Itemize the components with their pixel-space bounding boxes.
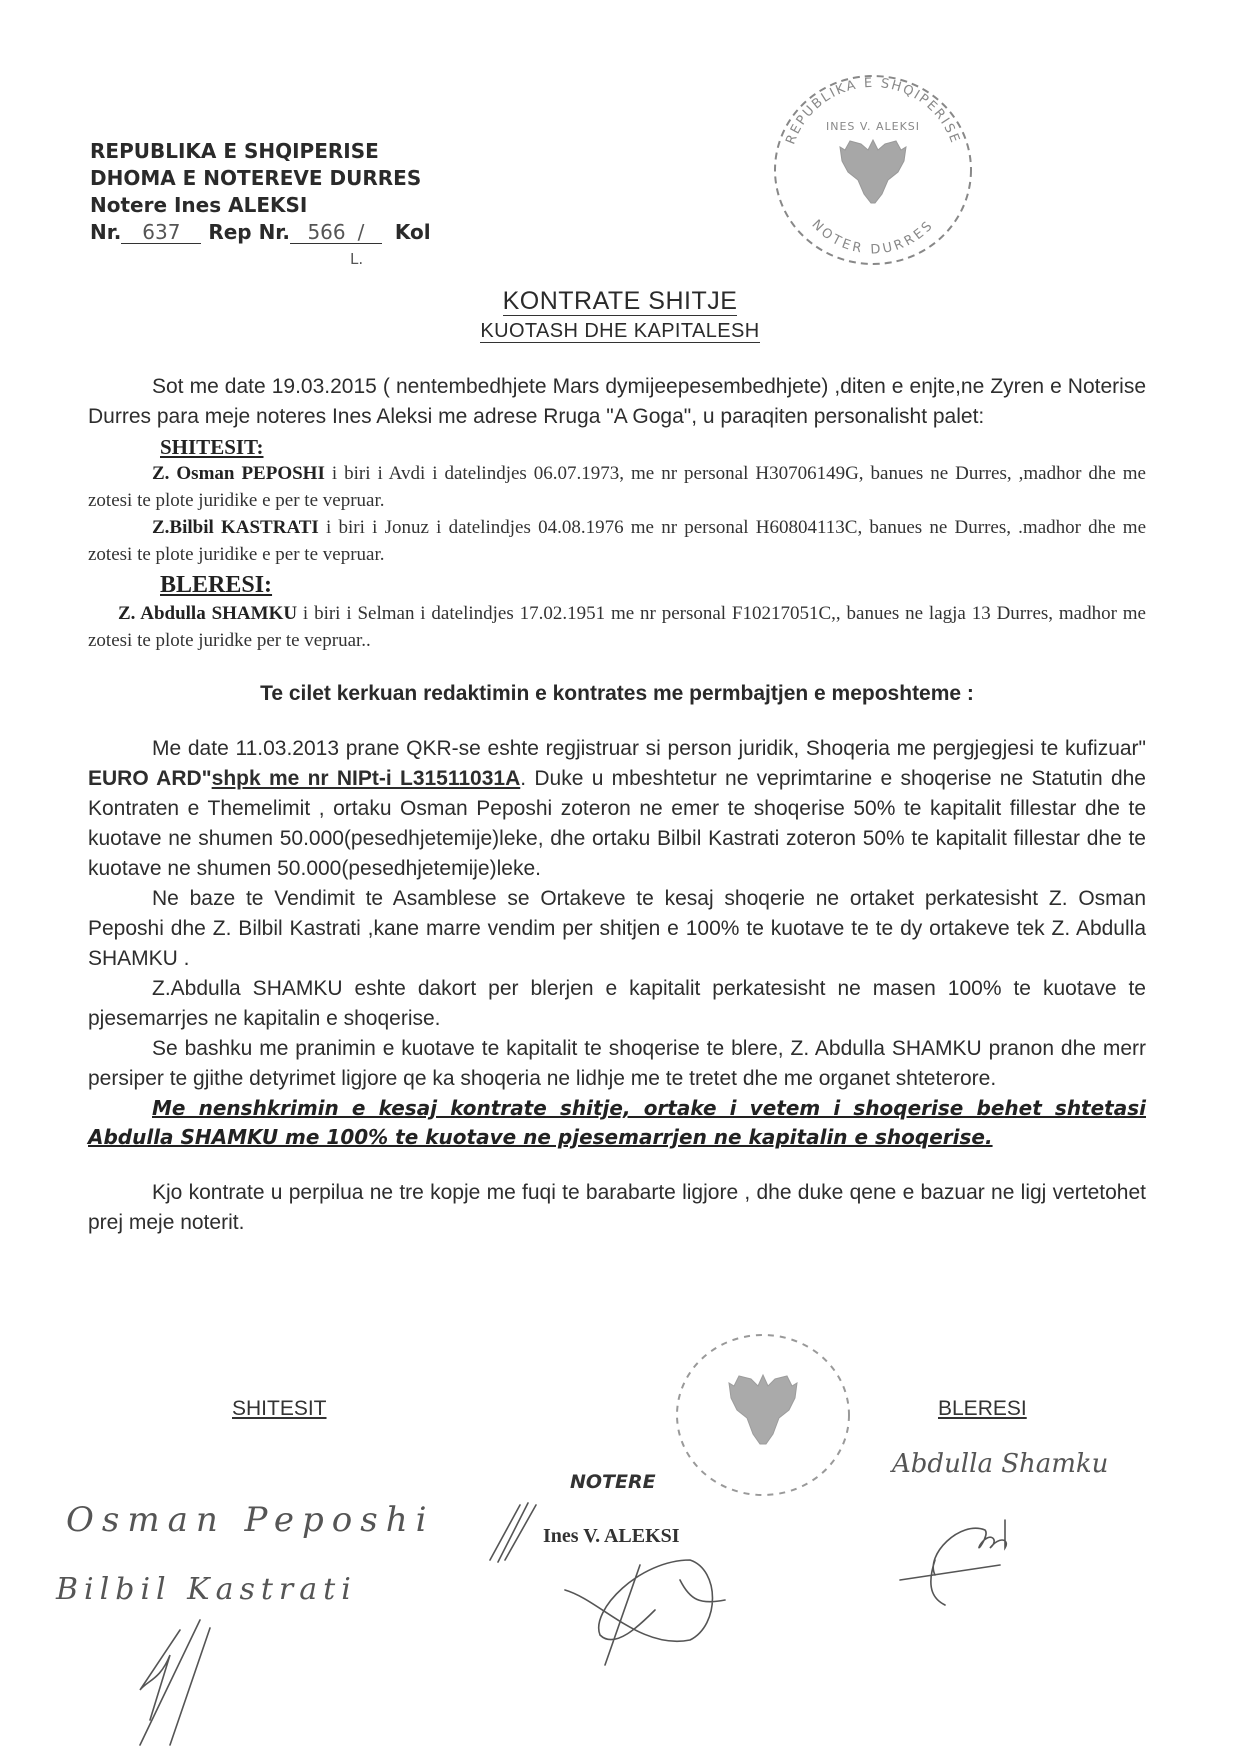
stamp-circle-icon [768,70,978,270]
svg-text:NOTER DURRES [809,217,938,257]
notary-name: Ines V. ALEKSI [543,1525,680,1547]
header-republic: REPUBLIKA E SHQIPERISE [90,139,379,163]
nr-value: 637 [142,220,181,244]
rep-value: 566 [307,220,346,244]
body-paragraph-3: Z.Abdulla SHAMKU eshte dakort per blerjen e kapitalit perkatesisht ne masen 100% te kuotave te pjesemarrjes ne kapitalin e shoqerise. [88,977,1146,1030]
request-heading: Te cilet kerkuan redaktimin e kontrates me permbajtjen e meposhteme : [260,682,974,705]
contract-title: KONTRATE SHITJE [502,287,738,315]
stamp-bottom-text: NOTER DURRES [808,217,938,258]
rep-handwritten-note: L. [350,250,364,268]
svg-text:REPUBLIKA E SHQIPERISE [783,76,962,147]
seller-2 [88,514,1146,568]
rep-label: Rep Nr. [208,220,290,244]
nr-label: Nr. [90,220,122,244]
seller-1-name: Z. Osman PEPOSHI [152,463,325,484]
body-paragraph-6: Kjo kontrate u perpilua ne tre kopje me fuqi te barabarte ligjore , dhe duke qene e bazuar ne ligj vertetohet prej meje noterit. [88,1181,1146,1234]
header-chamber: DHOMA E NOTEREVE DURRES [90,166,422,190]
seller-1 [88,460,1146,514]
buyer-details [88,600,1146,654]
eagle-emblem-icon [729,1375,797,1444]
buyer-signature-label: BLERESI [938,1397,1027,1420]
rep-suffix: / [357,220,365,244]
seller-1-details: i biri i Avdi i datelindjes 06.07.1973, me nr personal H30706149G, banues ne Durres, ,madhor dhe me zotesi te plote juridike e per te vepruar. [88,463,1146,511]
buyer-heading: BLERESI: [160,572,273,598]
buyer-signature: Abdulla Shamku [892,1449,1109,1479]
header-notary: Notere Ines ALEKSI [90,193,308,217]
seller-2-details: i biri i Jonuz i datelindjes 04.08.1976 me nr personal H60804113C, banues ne Durres, .madhor dhe me zotesi te plote juridike e per te vepruar. [88,517,1147,565]
buyer-name: Z. Abdulla SHAMKU [118,603,298,624]
stamp-inner-text: INES V. ALEKSI [825,120,921,133]
eagle-emblem-icon [840,140,906,203]
seller-1-signature: Osman Peposhi [66,1500,435,1540]
stamp-top-text: REPUBLIKA E SHQIPERISE [783,75,963,147]
sellers-heading: SHITESIT: [160,435,264,459]
sellers-signature-label: SHITESIT [232,1397,327,1420]
intro-paragraph: Sot me date 19.03.2015 ( nentembedhjete Mars dymijeepesembedhjete) ,diten e enjte,ne Zyren e Noterise Durres para meje noteres Ines Aleksi me adrese Rruga "A Goga", u paraqiten personalisht palet: [88,375,1146,428]
notary-stamp-bottom [668,1330,858,1500]
body-paragraph-1: Me date 11.03.2013 prane QKR-se eshte regjistruar si person juridik, Shoqeria me pergjegjesi te kufizuar" EURO ARD"shpk me nr NIPt-i L31511031A. Duke u mbeshtetur ne veprimtarine e shoqerise ne Statutin dhe Kontraten e Themelimit , ortaku Osman Peposhi zoteron ne emer te shoqerise 50% te kapitalit fillestar dhe te kuotave ne shumen 50.000(pesedhjetemije)leke, dhe ortaku Bilbil Kastrati zoteron 50% te kapitalit fillestar dhe te kuotave ne shumen 50.000(pesedhjetemije)leke. [88,737,1146,880]
seller-2-name: Z.Bilbil KASTRATI [152,517,319,538]
body-paragraph-4: Se bashku me pranimin e kuotave te kapitalit te shoqerise te blere, Z. Abdulla SHAMKU pranon dhe merr persiper te gjithe detyrimet ligjore qe ka shoqeria ne lidhje me te tretet dhe me organet shteterore. [88,1037,1146,1090]
body-paragraph-2: Ne baze te Vendimit te Asamblese se Ortakeve te kesaj shoqerie ne ortaket perkatesisht Z. Osman Peposhi dhe Z. Bilbil Kastrati ,kane marre vendim per shitjen e 100% te kuotave te te dy ortakeve tek Z. Abdulla SHAMKU . [88,887,1146,970]
notary-stamp-top [768,70,978,270]
header-numbers [90,219,431,246]
company-nipt: shpk me nr NIPt-i L31511031A [211,767,521,790]
contract-body [88,372,1146,1238]
buyer-details-text: i biri i Selman i datelindjes 17.02.1951 me nr personal F10217051C,, banues ne lagja 13 Durres, madhor me zotesi te plote juridke per te vepruar.. [88,603,1146,651]
company-name: EURO ARD" [88,767,212,790]
notary-label: NOTERE [570,1471,656,1493]
contract-subtitle: KUOTASH DHE KAPITALESH [480,320,760,342]
body-paragraph-5-emphasis: Me nenshkrimin e kesaj kontrate shitje, ortake i vetem i shoqerise behet shtetasi Abdulla SHAMKU me 100% te kuotave ne pjesemarrjen ne kapitalin e shoqerise. [88,1096,1146,1149]
seller-2-signature: Bilbil Kastrati [56,1572,357,1607]
notary-header [90,138,431,246]
kol-label: Kol [394,220,431,244]
stamp-seal-icon [668,1330,858,1500]
